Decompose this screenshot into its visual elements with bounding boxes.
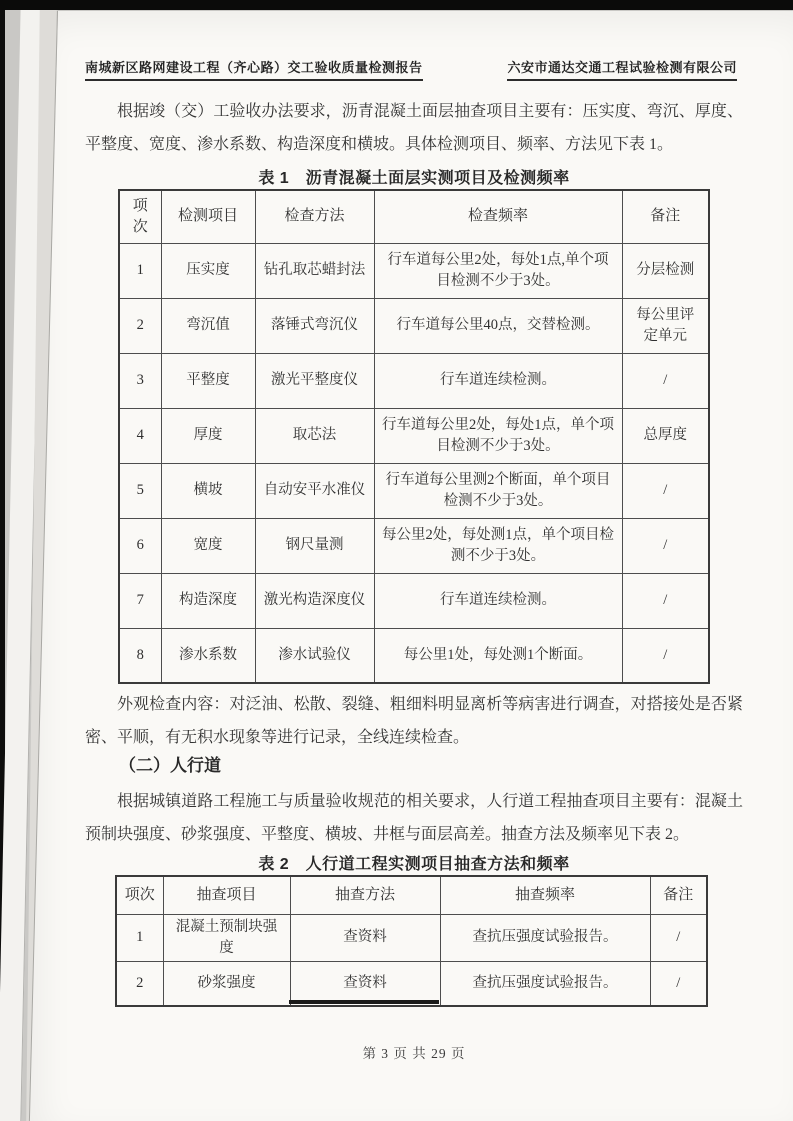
table-row xyxy=(119,298,709,353)
table-cell: 行车道每公里测2个断面，单个项目检测不少于3处。 xyxy=(374,463,622,518)
table-cell: 1 xyxy=(119,243,161,298)
page-number: 第 3 页 共 29 页 xyxy=(362,1046,466,1061)
column-header: 抽查项目 xyxy=(163,876,290,914)
table-cell: 查抗压强度试验报告。 xyxy=(440,914,650,961)
table-cell: / xyxy=(650,961,707,1006)
table-cell: 每公里2处，每处测1点，单个项目检测不少于3处。 xyxy=(374,518,622,573)
table-cell: 行车道每公里2处，每处1点，单个项目检测不少于3处。 xyxy=(374,408,622,463)
sidewalk-paragraph: 根据城镇道路工程施工与质量验收规范的相关要求，人行道工程抽查项目主要有：混凝土预制块强度、砂浆强度、平整度、横坡、井框与面层高差。抽查方法及频率见下表 2。 xyxy=(85,793,743,843)
column-header: 备注 xyxy=(650,876,707,914)
table-cell: 落锤式弯沉仪 xyxy=(255,298,374,353)
page-header xyxy=(85,57,737,81)
column-header: 检查方法 xyxy=(255,190,374,243)
table2-title: 表 2 人行道工程实测项目抽查方法和频率 xyxy=(258,856,570,873)
table-cell: 厚度 xyxy=(161,408,255,463)
table-cell: 钢尺量测 xyxy=(255,518,374,573)
table-cell: 弯沉值 xyxy=(161,298,255,353)
table-cell: 4 xyxy=(119,408,161,463)
table-cell: 1 xyxy=(116,914,163,961)
table-row xyxy=(119,573,709,628)
table1-wrapper xyxy=(118,189,710,684)
table-cell: 2 xyxy=(119,298,161,353)
table-cell: 2 xyxy=(116,961,163,1006)
table-cell: 渗水试验仪 xyxy=(255,628,374,683)
appearance-check-paragraph: 外观检查内容：对泛油、松散、裂缝、粗细料明显离析等病害进行调查，对搭接处是否紧密、平顺，有无积水现象等进行记录，全线连续检查。 xyxy=(85,696,743,746)
table-row xyxy=(119,628,709,683)
table-cell: / xyxy=(622,353,709,408)
table-cell: 分层检测 xyxy=(622,243,709,298)
table-cell: 查资料 xyxy=(290,961,440,1006)
table-row xyxy=(119,353,709,408)
table-row xyxy=(119,518,709,573)
table-row xyxy=(119,243,709,298)
table-cell: 渗水系数 xyxy=(161,628,255,683)
table-cell: 平整度 xyxy=(161,353,255,408)
table-row xyxy=(119,408,709,463)
table-cell: 查抗压强度试验报告。 xyxy=(440,961,650,1006)
table-cell: 混凝土预制块强度 xyxy=(163,914,290,961)
column-header: 项次 xyxy=(116,876,163,914)
table1-title: 表 1 沥青混凝土面层实测项目及检测频率 xyxy=(258,170,570,187)
column-header: 检查频率 xyxy=(374,190,622,243)
table-cell: 行车道每公里2处，每处1点,单个项目检测不少于3处。 xyxy=(374,243,622,298)
table1-header-row xyxy=(119,190,709,243)
table-cell: 激光构造深度仪 xyxy=(255,573,374,628)
scan-top-edge xyxy=(0,0,793,10)
table-row xyxy=(119,463,709,518)
table-cell: 宽度 xyxy=(161,518,255,573)
table-cell: / xyxy=(650,914,707,961)
section-heading-sidewalk: （二）人行道 xyxy=(119,756,221,775)
table-row xyxy=(116,914,707,961)
table-cell: 每公里评定单元 xyxy=(622,298,709,353)
table-cell: 砂浆强度 xyxy=(163,961,290,1006)
table-cell: / xyxy=(622,628,709,683)
table-cell: 6 xyxy=(119,518,161,573)
column-header: 项次 xyxy=(119,190,161,243)
header-left-title: 南城新区路网建设工程（齐心路）交工验收质量检测报告 xyxy=(85,57,423,81)
column-header: 检测项目 xyxy=(161,190,255,243)
table-cell: 取芯法 xyxy=(255,408,374,463)
table-cell: 总厚度 xyxy=(622,408,709,463)
table-cell: / xyxy=(622,463,709,518)
column-header: 备注 xyxy=(622,190,709,243)
table-cell: 激光平整度仪 xyxy=(255,353,374,408)
table-cell: 3 xyxy=(119,353,161,408)
table-cell: 每公里1处，每处测1个断面。 xyxy=(374,628,622,683)
table-cell: 构造深度 xyxy=(161,573,255,628)
table-cell: / xyxy=(622,573,709,628)
table-cell: 横坡 xyxy=(161,463,255,518)
table-cell: 5 xyxy=(119,463,161,518)
table2-wrapper xyxy=(115,875,708,1007)
intro-paragraph: 根据竣（交）工验收办法要求，沥青混凝土面层抽查项目主要有：压实度、弯沉、厚度、平整度、宽度、渗水系数、构造深度和横坡。具体检测项目、频率、方法见下表 1。 xyxy=(85,103,743,153)
table-cell: 行车道连续检测。 xyxy=(374,353,622,408)
table2 xyxy=(115,875,708,1007)
table-cell: 自动安平水准仪 xyxy=(255,463,374,518)
table1 xyxy=(118,189,710,684)
header-right-title: 六安市通达交通工程试验检测有限公司 xyxy=(507,57,737,81)
table-cell: 7 xyxy=(119,573,161,628)
table-cell: 压实度 xyxy=(161,243,255,298)
table2-header-row xyxy=(116,876,707,914)
table-cell: 8 xyxy=(119,628,161,683)
table-cell: 行车道每公里40点，交替检测。 xyxy=(374,298,622,353)
table-cell: 行车道连续检测。 xyxy=(374,573,622,628)
table-cell: 钻孔取芯蜡封法 xyxy=(255,243,374,298)
table-cell: 查资料 xyxy=(290,914,440,961)
column-header: 抽查频率 xyxy=(440,876,650,914)
table-cell: / xyxy=(622,518,709,573)
table2-cutoff-mark xyxy=(289,1000,439,1004)
column-header: 抽查方法 xyxy=(290,876,440,914)
